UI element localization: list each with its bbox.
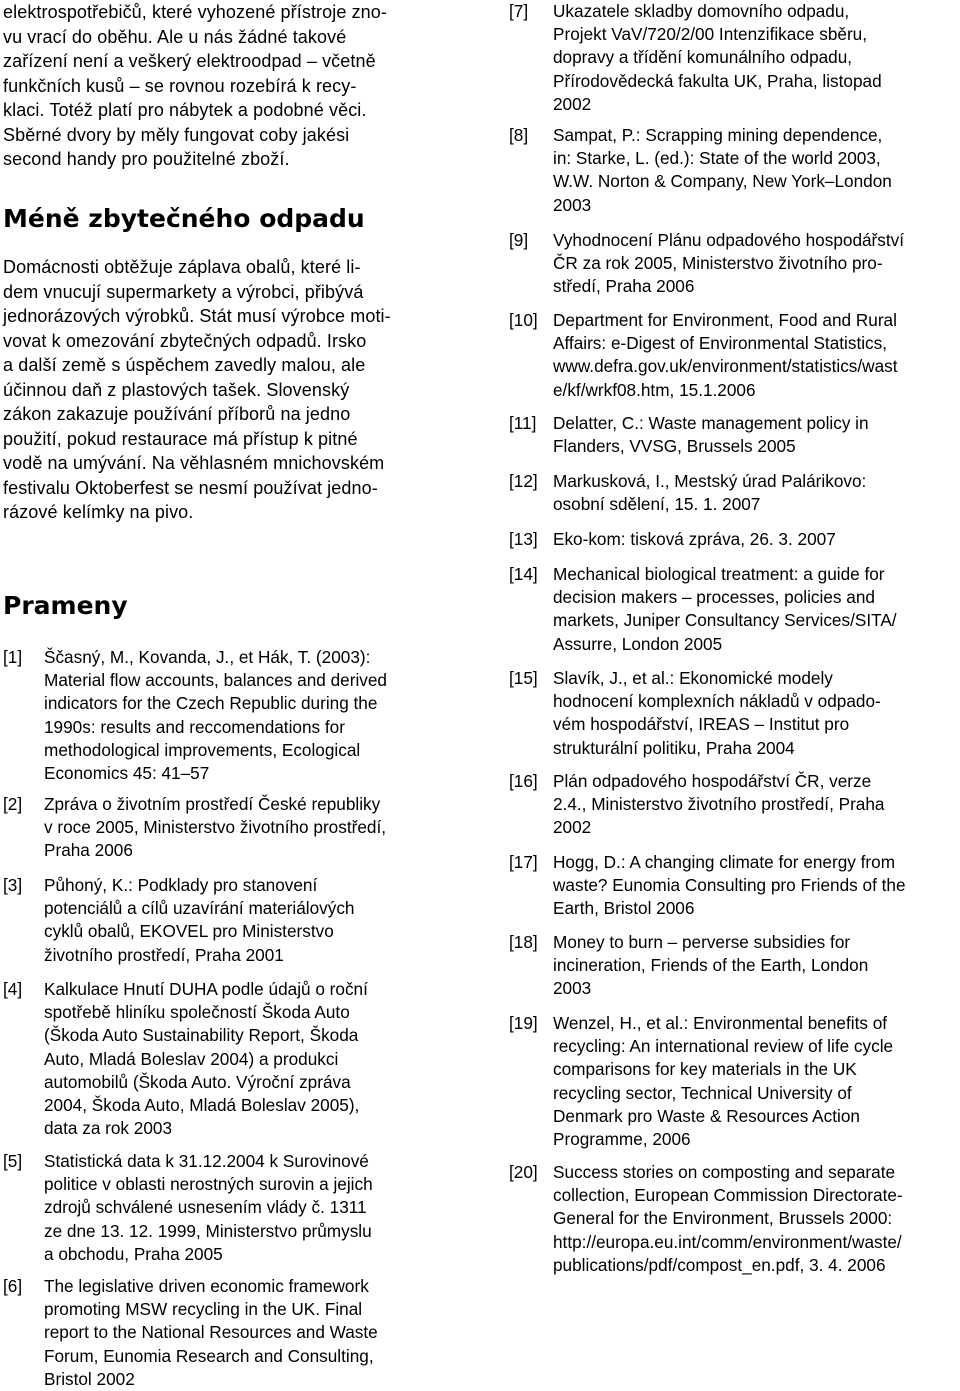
text-line: zákon zakazuje používání příborů na jedno — [3, 404, 351, 424]
text-line: Plán odpadového hospodářství ČR, verze — [553, 771, 872, 791]
reference-text — [553, 931, 960, 1001]
reference-text — [44, 793, 458, 863]
text-line: Earth, Bristol 2006 — [553, 898, 695, 919]
text-line: Statistická data k 31.12.2004 k Surovinové — [44, 1151, 369, 1171]
text-line: Praha 2006 — [44, 840, 133, 861]
reference-number: [10] — [509, 310, 538, 330]
text-line: Flanders, VVSG, Brussels 2005 — [553, 436, 796, 457]
text-line: Eko-kom: tisková zpráva, 26. 3. 2007 — [553, 529, 836, 549]
reference-number: [13] — [509, 529, 538, 549]
text-line: středí, Praha 2006 — [553, 276, 695, 297]
text-line: Ukazatele skladby domovního odpadu, — [553, 1, 850, 21]
text-line: markets, Juniper Consultancy Services/SITA/ — [553, 610, 897, 631]
reference-number: [18] — [509, 932, 538, 952]
reference-text — [44, 978, 458, 1140]
text-line: Půhoný, K.: Podklady pro stanovení — [44, 875, 318, 895]
text-line: 1990s: results and reccomendations for — [44, 716, 345, 737]
text-line: Sampat, P.: Scrapping mining dependence, — [553, 125, 883, 145]
text-line: recycling sector, Technical University of — [553, 1082, 852, 1103]
reference-entry — [509, 1012, 960, 1151]
section-heading-sources: Prameny — [3, 591, 128, 620]
text-line: dopravy a třídění komunálního odpadu, — [553, 47, 853, 68]
reference-text — [553, 851, 960, 921]
reference-entry — [509, 229, 960, 299]
text-line: vu vrací do oběhu. Ale u nás žádné takové — [3, 26, 347, 47]
text-line: collection, European Commission Directorate- — [553, 1185, 903, 1206]
text-line: jednorázových výrobků. Stát musí výrobce moti- — [3, 306, 391, 326]
reference-entry — [509, 309, 960, 402]
text-line: Forum, Eunomia Research and Consulting, — [44, 1345, 374, 1366]
text-line: hodnocení komplexních nákladů v odpado- — [553, 691, 881, 712]
text-line: Projekt VaV/720/2/00 Intenzifikace sběru, — [553, 24, 868, 45]
text-line: Zpráva o životním prostředí České republiky — [44, 794, 381, 814]
text-line: v roce 2005, Ministerstvo životního prostředí, — [44, 817, 386, 838]
text-line: Material flow accounts, balances and derived — [44, 670, 387, 691]
text-line: a obchodu, Praha 2005 — [44, 1243, 223, 1264]
text-line: Bristol 2002 — [44, 1368, 135, 1389]
reference-number: [12] — [509, 471, 538, 491]
text-line: in: Starke, L. (ed.): State of the world 2003, — [553, 148, 881, 169]
reference-text — [553, 1012, 960, 1151]
reference-entry — [3, 978, 458, 1140]
reference-entry — [509, 470, 960, 516]
text-line: Department for Environment, Food and Rural — [553, 310, 897, 330]
text-line: Domácnosti obtěžuje záplava obalů, které li- — [3, 257, 361, 277]
text-line: (Škoda Auto Sustainability Report, Škoda — [44, 1025, 359, 1046]
text-line: second handy pro použitelné zboží. — [3, 149, 290, 169]
text-line: Sběrné dvory by měly fungovat coby jakési — [3, 124, 350, 145]
reference-number: [15] — [509, 668, 538, 688]
text-line: General for the Environment, Brussels 2000: — [553, 1208, 893, 1229]
text-line: Vyhodnocení Plánu odpadového hospodářství — [553, 230, 905, 250]
reference-number: [20] — [509, 1162, 538, 1182]
text-line: automobilů (Škoda Auto. Výroční zpráva — [44, 1071, 351, 1092]
reference-text — [44, 646, 458, 785]
reference-text — [553, 309, 960, 402]
section-paragraph-less-waste — [3, 255, 458, 525]
reference-text — [44, 874, 458, 967]
text-line: Auto, Mladá Boleslav 2004) a produkci — [44, 1048, 339, 1069]
reference-number: [5] — [3, 1151, 23, 1171]
reference-text — [44, 1275, 458, 1391]
text-line: Assurre, London 2005 — [553, 633, 723, 654]
reference-text — [553, 0, 960, 116]
text-line: W.W. Norton & Company, New York–London — [553, 171, 892, 192]
reference-entry — [3, 1150, 458, 1266]
text-line: rázové kelímky na pivo. — [3, 502, 194, 522]
reference-entry — [509, 528, 960, 551]
reference-entry — [509, 931, 960, 1001]
text-line: Kalkulace Hnutí DUHA podle údajů o roční — [44, 979, 368, 999]
text-line: 2.4., Ministerstvo životního prostředí, Praha — [553, 794, 885, 815]
text-line: dem vnucují supermarkety a výrobci, přibývá — [3, 281, 364, 302]
reference-number: [4] — [3, 979, 23, 999]
reference-text — [553, 124, 960, 217]
text-line: elektrospotřebičů, které vyhozené přístroje zno- — [3, 2, 387, 22]
reference-entry — [509, 667, 960, 760]
text-line: incineration, Friends of the Earth, London — [553, 955, 869, 976]
text-line: 2002 — [553, 817, 592, 838]
reference-number: [6] — [3, 1276, 23, 1296]
reference-number: [3] — [3, 875, 23, 895]
reference-text — [553, 528, 960, 551]
text-line: potenciálů a cílů uzavírání materiálových — [44, 898, 355, 919]
reference-number: [7] — [509, 1, 529, 21]
reference-entry — [3, 793, 458, 863]
reference-entry — [509, 851, 960, 921]
text-line: e/kf/wrkf08.htm, 15.1.2006 — [553, 379, 756, 400]
text-line: cyklů obalů, EKOVEL pro Ministerstvo — [44, 921, 334, 942]
text-line: 2003 — [553, 978, 592, 999]
reference-entry — [509, 563, 960, 656]
text-line: vodě na umývání. Na věhlasném mnichovském — [3, 453, 385, 473]
text-line: recycling: An international review of life cycle — [553, 1036, 894, 1057]
reference-number: [14] — [509, 564, 538, 584]
text-line: report to the National Resources and Waste — [44, 1322, 378, 1343]
reference-entry — [509, 1161, 960, 1277]
text-line: Affairs: e-Digest of Environmental Statistics, — [553, 333, 888, 354]
text-line: Markusková, I., Mestský úrad Palárikovo: — [553, 471, 867, 491]
text-line: promoting MSW recycling in the UK. Final — [44, 1299, 363, 1320]
text-line: spotřebě hliníku společností Škoda Auto — [44, 1002, 350, 1023]
text-line: zařízení není a veškerý elektroodpad – včetně — [3, 51, 376, 71]
text-line: waste? Eunomia Consulting pro Friends of the — [553, 875, 906, 896]
text-line: Přírodovědecká fakulta UK, Praha, listopad — [553, 70, 882, 91]
text-line: osobní sdělení, 15. 1. 2007 — [553, 494, 761, 515]
reference-number: [11] — [509, 413, 537, 433]
text-line: Money to burn – perverse subsidies for — [553, 932, 851, 952]
text-line: Success stories on composting and separate — [553, 1162, 896, 1182]
text-line: Economics 45: 41–57 — [44, 763, 210, 784]
reference-entry — [3, 874, 458, 967]
reference-number: [17] — [509, 852, 538, 872]
text-line: klaci. Totéž platí pro nábytek a podobné věci. — [3, 100, 367, 120]
text-line: festivalu Oktoberfest se nesmí používat jedno- — [3, 477, 378, 498]
reference-text — [553, 770, 960, 840]
reference-entry — [509, 0, 960, 116]
reference-text — [553, 667, 960, 760]
reference-text — [553, 563, 960, 656]
text-line: Mechanical biological treatment: a guide for — [553, 564, 885, 584]
intro-paragraph — [3, 0, 458, 172]
section-heading-less-waste: Méně zbytečného odpadu — [3, 204, 365, 233]
reference-number: [9] — [509, 230, 529, 250]
text-line: Slavík, J., et al.: Ekonomické modely — [553, 668, 833, 688]
text-line: 2002 — [553, 93, 592, 114]
text-line: životního prostředí, Praha 2001 — [44, 944, 284, 965]
reference-entry — [509, 124, 960, 217]
reference-text — [553, 470, 960, 516]
text-line: použití, pokud restaurace má přístup k pitné — [3, 428, 358, 449]
reference-entry — [509, 770, 960, 840]
reference-entry — [509, 412, 960, 458]
text-line: The legislative driven economic framework — [44, 1276, 369, 1296]
text-line: funkčních kusů – se rovnou rozebírá k recy- — [3, 75, 357, 96]
text-line: methodological improvements, Ecological — [44, 739, 361, 760]
text-line: http://europa.eu.int/comm/environment/waste/ — [553, 1231, 902, 1252]
reference-entry — [3, 646, 458, 785]
reference-text — [553, 229, 960, 299]
text-line: politice v oblasti nerostných surovin a jejich — [44, 1174, 373, 1195]
text-line: publications/pdf/compost_en.pdf, 3. 4. 2006 — [553, 1254, 886, 1275]
text-line: ze dne 13. 12. 1999, Ministerstvo průmyslu — [44, 1220, 372, 1241]
text-line: vovat k omezování zbytečných odpadů. Irsko — [3, 330, 367, 351]
reference-number: [8] — [509, 125, 529, 145]
text-line: comparisons for key materials in the UK — [553, 1059, 857, 1080]
text-line: decision makers – processes, policies and — [553, 587, 875, 608]
reference-number: [2] — [3, 794, 23, 814]
text-line: vém hospodářství, IREAS – Institut pro — [553, 714, 850, 735]
reference-number: [1] — [3, 647, 23, 667]
text-line: strukturální politiku, Praha 2004 — [553, 737, 795, 758]
text-line: www.defra.gov.uk/environment/statistics/wast — [553, 356, 898, 377]
text-line: 2004, Škoda Auto, Mladá Boleslav 2005), — [44, 1095, 360, 1116]
text-line: zdrojů schválené usnesením vlády č. 1311 — [44, 1197, 367, 1218]
reference-number: [16] — [509, 771, 538, 791]
reference-number: [19] — [509, 1013, 538, 1033]
reference-text — [553, 412, 960, 458]
text-line: indicators for the Czech Republic during the — [44, 693, 378, 714]
text-line: Programme, 2006 — [553, 1129, 691, 1150]
text-line: a další země s úspěchem zavedly malou, ale — [3, 355, 366, 375]
text-line: Delatter, C.: Waste management policy in — [553, 413, 869, 433]
text-line: Denmark pro Waste & Resources Action — [553, 1105, 860, 1126]
text-line: účinnou daň z plastových tašek. Slovenský — [3, 379, 350, 400]
reference-text — [553, 1161, 960, 1277]
text-line: Wenzel, H., et al.: Environmental benefits of — [553, 1013, 888, 1033]
text-line: 2003 — [553, 194, 592, 215]
reference-text — [44, 1150, 458, 1266]
text-line: Hogg, D.: A changing climate for energy from — [553, 852, 896, 872]
text-line: ČR za rok 2005, Ministerstvo životního pro- — [553, 253, 883, 274]
reference-entry — [3, 1275, 458, 1391]
text-line: data za rok 2003 — [44, 1118, 173, 1139]
text-line: Ščasný, M., Kovanda, J., et Hák, T. (2003): — [44, 647, 371, 667]
